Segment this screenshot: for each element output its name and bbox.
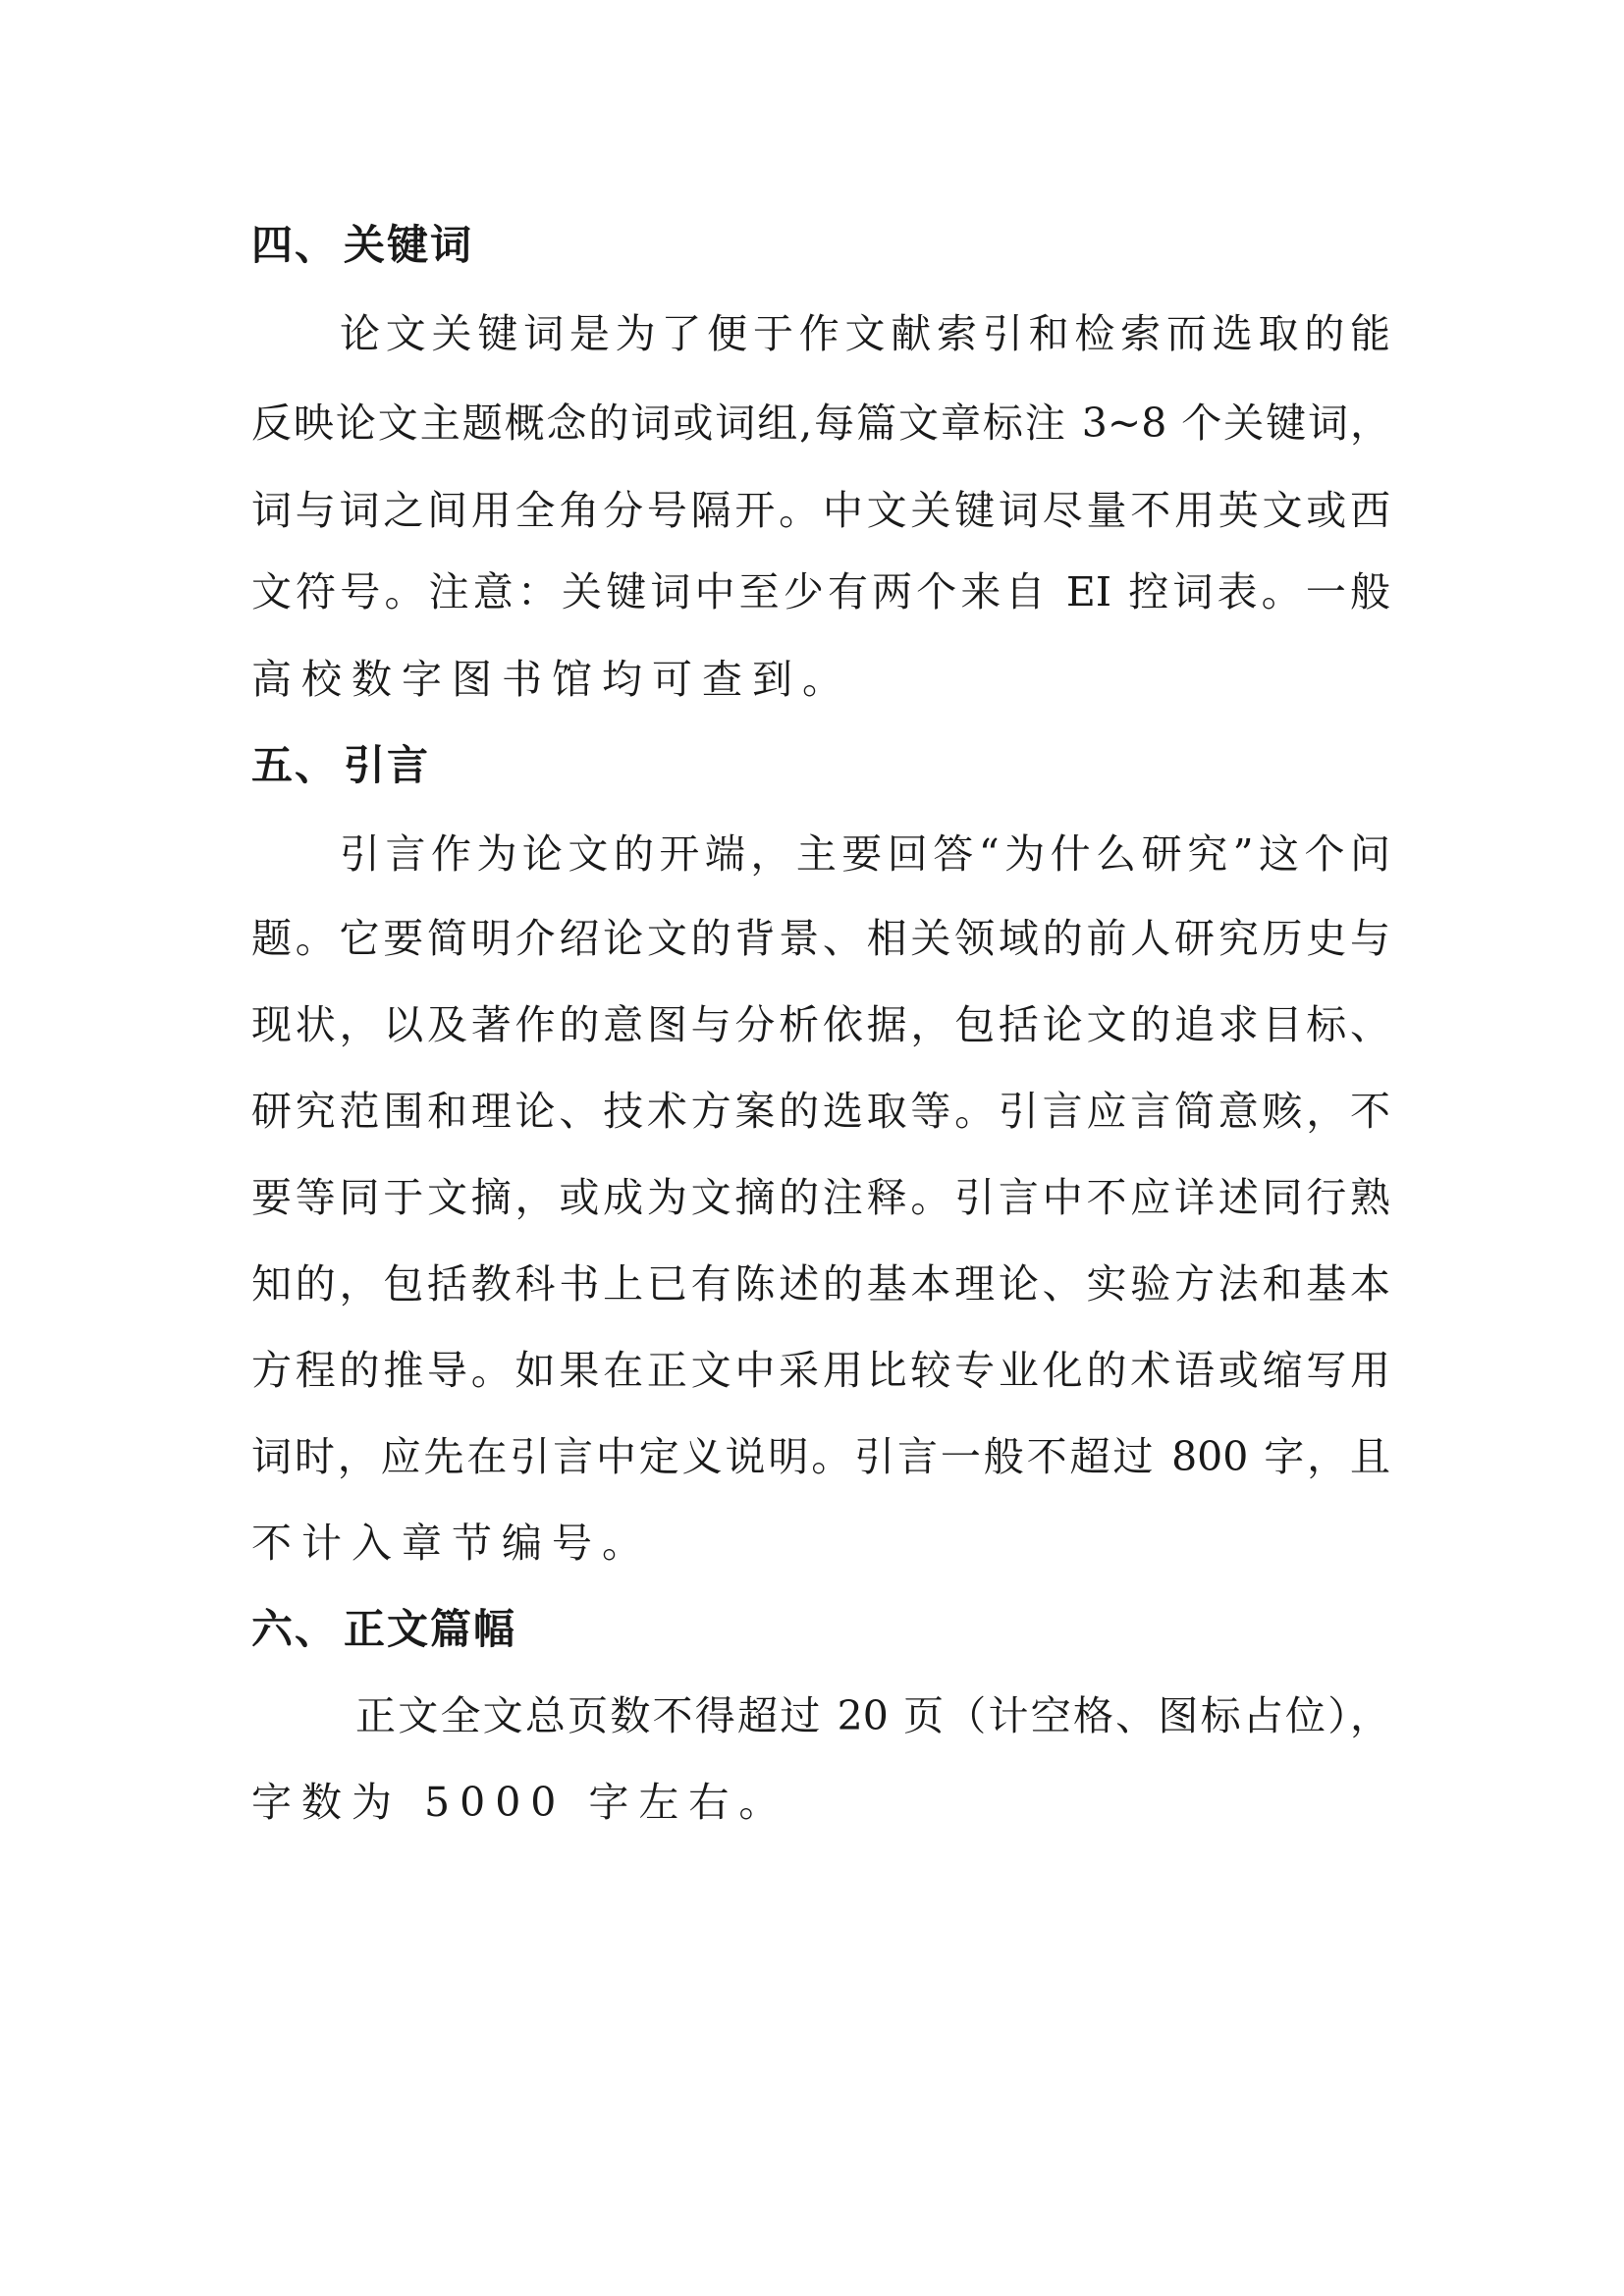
section-heading-body-length [251,1602,516,1657]
section-number: 六、 [251,1605,339,1653]
paragraph-line: 题。它要简明介绍论文的背景、相关领域的前人研究历史与 [251,915,1390,962]
paragraph-line: 反映论文主题概念的词或词组,每篇文章标注 3~8 个关键词， [251,400,1390,447]
paragraph-line: 引言作为论文的开端，主要回答“为什么研究”这个问 [340,830,1390,878]
section-number: 四、 [251,221,339,269]
paragraph-line: 不计入章节编号。 [251,1520,652,1567]
section-title: 引言 [344,741,431,789]
paragraph-line: 现状，以及著作的意图与分析依据，包括论文的追求目标、 [251,1001,1390,1048]
section-heading-keywords [251,218,473,273]
section-number: 五、 [251,741,339,789]
paragraph-line: 文符号。注意：关键词中至少有两个来自 EI 控词表。一般 [251,568,1390,615]
section-title: 关键词 [344,221,474,269]
paragraph-line: 正文全文总页数不得超过 20 页（计空格、图标占位）， [355,1692,1390,1739]
paragraph-line: 方程的推导。如果在正文中采用比较专业化的术语或缩写用 [251,1347,1390,1394]
paragraph-line: 要等同于文摘，或成为文摘的注释。引言中不应详述同行熟 [251,1174,1390,1221]
paragraph-line: 知的，包括教科书上已有陈述的基本理论、实验方法和基本 [251,1260,1390,1308]
paragraph-line: 高校数字图书馆均可查到。 [251,656,852,703]
paragraph-line: 词时，应先在引言中定义说明。引言一般不超过 800 字，且 [251,1433,1390,1480]
paragraph-line: 论文关键词是为了便于作文献索引和检索而选取的能 [340,310,1390,357]
paragraph-line: 字数为 5000 字左右。 [251,1779,789,1826]
paragraph-line: 研究范围和理论、技术方案的选取等。引言应言简意赅，不 [251,1088,1390,1135]
paragraph-line: 词与词之间用全角分号隔开。中文关键词尽量不用英文或西 [251,487,1390,534]
section-title: 正文篇幅 [344,1605,517,1653]
section-heading-introduction [251,738,430,793]
